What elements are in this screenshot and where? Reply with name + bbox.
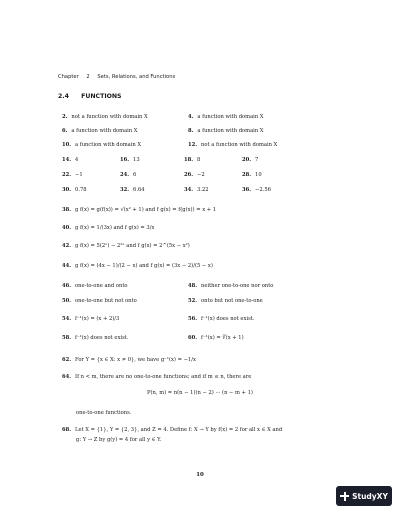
answer-number: 18. xyxy=(184,157,194,163)
answer-text: 4 xyxy=(75,157,79,163)
answer-item xyxy=(120,187,145,193)
answer-number: 62. xyxy=(62,357,72,363)
answer-number: 34. xyxy=(184,187,194,193)
answer-continuation: one-to-one functions. xyxy=(76,410,132,416)
answer-item xyxy=(62,225,154,231)
answer-number: 16. xyxy=(120,157,130,163)
answer-text: 6.64 xyxy=(133,187,145,193)
answer-text: For Y = {x ∈ X: x ≠ 0}, we have g⁻¹(x) = −1/x xyxy=(75,357,196,363)
answer-number: 54. xyxy=(62,316,72,322)
answer-text: not a function with domain X xyxy=(71,114,148,120)
answer-item xyxy=(188,316,254,322)
answer-text: f⁻¹(x) does not exist. xyxy=(75,335,129,341)
answer-number: 36. xyxy=(242,187,252,193)
answer-number: 68. xyxy=(62,427,72,433)
answer-text: −2 xyxy=(197,172,205,178)
answer-number: 6. xyxy=(62,128,68,134)
answer-text: not a function with domain X xyxy=(201,142,278,148)
answer-number: 48. xyxy=(188,283,198,289)
answer-text: neither one-to-one nor onto xyxy=(201,283,274,289)
page-number: 10 xyxy=(196,472,204,478)
answer-item xyxy=(62,172,83,178)
answer-text: a function with domain X xyxy=(197,128,264,134)
answer-item xyxy=(62,263,213,269)
answer-number: 14. xyxy=(62,157,72,163)
answer-number: 56. xyxy=(188,316,198,322)
answer-text: 13 xyxy=(133,157,140,163)
answer-item xyxy=(62,187,87,193)
answer-number: 20. xyxy=(242,157,252,163)
answer-item xyxy=(62,114,148,120)
answer-text: g f(x) = 5(2ˣ) − 2²ˣ and f g(x) = 2^(5x − x²) xyxy=(75,243,190,249)
answer-item xyxy=(62,207,216,213)
answer-text: 3.22 xyxy=(197,187,209,193)
answer-number: 22. xyxy=(62,172,72,178)
answer-item xyxy=(62,374,251,380)
answer-text: −1 xyxy=(75,172,83,178)
answer-text: one-to-one and onto xyxy=(75,283,128,289)
answer-text: −2.56 xyxy=(255,187,271,193)
studyxy-badge[interactable] xyxy=(336,486,392,506)
answer-text: 0.78 xyxy=(75,187,87,193)
answer-item xyxy=(120,157,140,163)
chapter-title: Sets, Relations, and Functions xyxy=(97,74,176,80)
answer-item xyxy=(184,157,200,163)
answer-item xyxy=(62,316,119,322)
answer-item xyxy=(242,172,262,178)
answer-item xyxy=(184,187,209,193)
section-heading xyxy=(58,93,132,100)
answer-item xyxy=(184,172,205,178)
answer-number: 28. xyxy=(242,172,252,178)
section-title: FUNCTIONS xyxy=(81,93,122,100)
answer-text: g f(x) = (4x − 1)/(2 − x) and f g(x) = (3x − 2)/(5 − x) xyxy=(75,263,213,269)
answer-item xyxy=(242,157,258,163)
answer-item xyxy=(62,283,128,289)
answer-number: 10. xyxy=(62,142,72,148)
answer-text: a function with domain X xyxy=(197,114,264,120)
answer-item xyxy=(62,335,128,341)
answer-item xyxy=(188,298,263,304)
answer-text: a function with domain X xyxy=(75,142,142,148)
answer-text: g f(x) = 1/(3x) and f g(x) = 3/x xyxy=(75,225,155,231)
section-number: 2.4 xyxy=(58,93,69,100)
answer-continuation: g: Y → Z by g(y) = 4 for all y ∈ Y. xyxy=(76,437,162,443)
answer-text: a function with domain X xyxy=(71,128,138,134)
answer-number: 30. xyxy=(62,187,72,193)
answer-number: 58. xyxy=(62,335,72,341)
answer-number: 64. xyxy=(62,374,72,380)
answer-text: f⁻¹(x) = (x + 2)/3 xyxy=(75,316,120,322)
answer-number: 32. xyxy=(120,187,130,193)
answer-text: 6 xyxy=(133,172,137,178)
answer-item xyxy=(62,357,196,363)
answer-text: f⁻¹(x) = ∛(x + 1) xyxy=(201,335,244,341)
answer-item xyxy=(188,335,244,341)
answer-number: 52. xyxy=(188,298,198,304)
permutation-formula: P(n, m) = n(n − 1)(n − 2) ··· (n − m + 1) xyxy=(147,390,253,396)
answer-text: 8 xyxy=(197,157,201,163)
answer-text: If n < m, there are no one-to-one functions; and if m ≤ n, there are xyxy=(75,374,252,380)
answer-item xyxy=(188,283,273,289)
answer-number: 60. xyxy=(188,335,198,341)
answer-number: 40. xyxy=(62,225,72,231)
answer-number: 42. xyxy=(62,243,72,249)
answer-item xyxy=(62,142,141,148)
answer-item xyxy=(188,114,264,120)
answer-text: 10 xyxy=(255,172,262,178)
answer-number: 2. xyxy=(62,114,68,120)
answer-item xyxy=(62,298,137,304)
answer-number: 26. xyxy=(184,172,194,178)
answer-number: 12. xyxy=(188,142,198,148)
answer-item xyxy=(62,427,282,433)
answer-item xyxy=(62,128,138,134)
answer-number: 46. xyxy=(62,283,72,289)
answer-item xyxy=(62,157,78,163)
answer-number: 50. xyxy=(62,298,72,304)
answer-text: g f(x) = g(f(x)) = √(x² + 1) and f g(x) = f(g(x)) = x + 1 xyxy=(75,207,217,213)
answer-text: one-to-one but not onto xyxy=(75,298,137,304)
answer-number: 24. xyxy=(120,172,130,178)
plus-icon xyxy=(340,492,349,501)
answer-text: onto but not one-to-one xyxy=(201,298,263,304)
answer-item xyxy=(62,243,190,249)
answer-text: Let X = {1}, Y = {2, 3}, and Z = 4. Define f: X → Y by f(x) = 2 for all x ∈ X and xyxy=(75,427,283,433)
answer-number: 8. xyxy=(188,128,194,134)
answer-text: f⁻¹(x) does not exist. xyxy=(201,316,255,322)
chapter-label: Chapter xyxy=(58,74,79,80)
answer-number: 4. xyxy=(188,114,194,120)
answer-item xyxy=(242,187,271,193)
answer-item xyxy=(188,128,264,134)
chapter-header xyxy=(58,74,181,80)
answer-item xyxy=(188,142,277,148)
answer-text: 7 xyxy=(255,157,259,163)
answer-number: 38. xyxy=(62,207,72,213)
answer-item xyxy=(120,172,136,178)
answer-number: 44. xyxy=(62,263,72,269)
brand-name: StudyXY xyxy=(352,491,388,501)
chapter-number: 2 xyxy=(86,74,90,80)
